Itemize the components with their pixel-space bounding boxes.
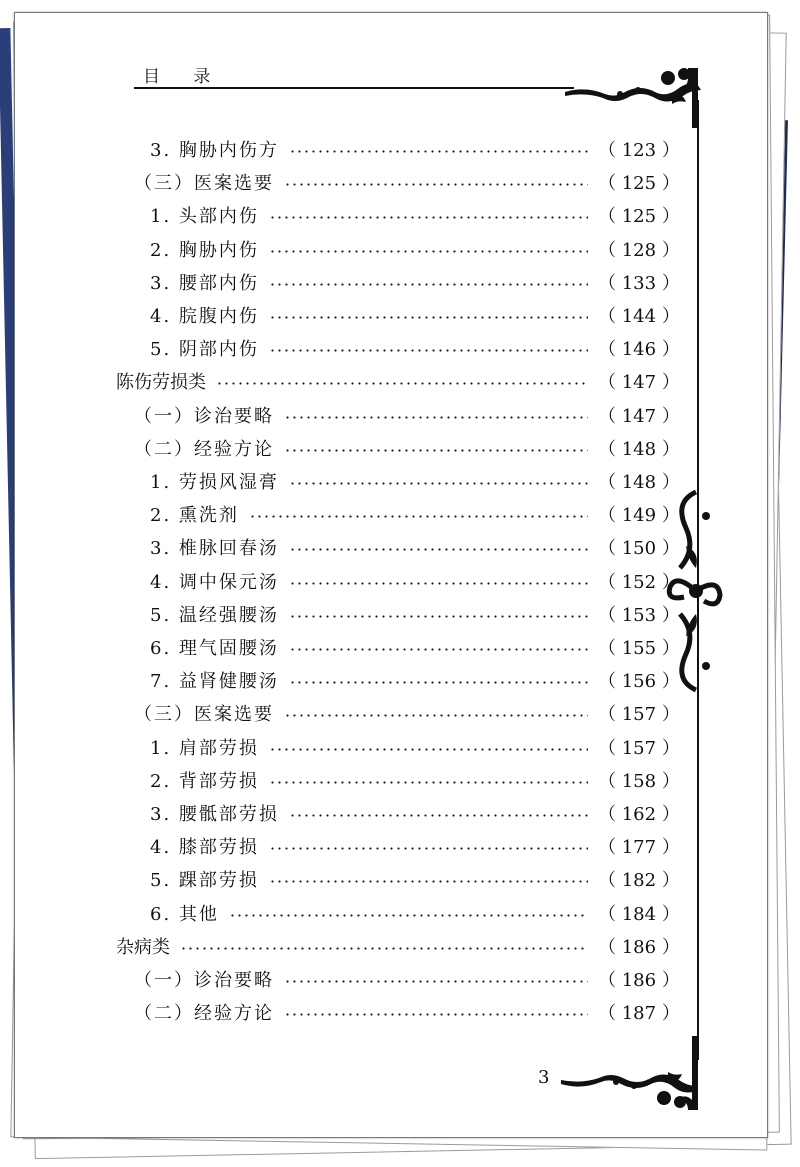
toc-entry-page: （ 125 ） — [598, 173, 680, 195]
toc-entry — [0, 933, 800, 963]
dot-leader — [284, 449, 588, 452]
toc-entry-page: （ 177 ） — [598, 837, 680, 859]
toc-entry-page: （ 158 ） — [598, 770, 680, 792]
dot-leader — [284, 183, 588, 186]
page-number: 3 — [538, 1067, 550, 1088]
toc-entry-label: 3. 腰骶部劳损 — [150, 804, 279, 825]
toc-entry-page: （ 162 ） — [598, 804, 680, 825]
toc-page-number: 147 — [621, 405, 657, 427]
toc-entry-label: （一）诊治要略 — [134, 405, 274, 427]
toc-entry-label: 2. 背部劳损 — [150, 770, 259, 792]
toc-page-number: 147 — [621, 372, 657, 394]
toc-page-number: 182 — [621, 870, 657, 892]
toc-entry-page: （ 157 ） — [598, 704, 680, 726]
toc-page-number: 123 — [621, 140, 657, 161]
toc-page-number: 177 — [621, 837, 657, 859]
toc-entry-label: 4. 膝部劳损 — [150, 837, 259, 859]
toc-entry-label: 杂病类 — [116, 936, 170, 958]
dot-leader — [269, 880, 588, 883]
toc-page-number: 150 — [621, 538, 657, 560]
toc-entry-page: （ 149 ） — [598, 505, 680, 527]
toc-page-number: 125 — [621, 206, 657, 228]
toc-entry-label: 5. 温经强腰汤 — [150, 604, 279, 626]
toc-entry — [0, 966, 800, 996]
toc-entry-page: （ 152 ） — [598, 571, 680, 593]
dot-leader — [180, 947, 588, 950]
toc-entry — [0, 534, 800, 564]
toc-entry-label: 1. 肩部劳损 — [150, 737, 259, 759]
toc-entry-label: 5. 阴部内伤 — [150, 339, 259, 361]
toc-entry-label: 3. 腰部内伤 — [150, 272, 259, 294]
toc-entry — [0, 634, 800, 664]
header-rule — [134, 87, 574, 89]
toc-entry — [0, 833, 800, 863]
toc-entry-page: （ 156 ） — [598, 671, 680, 693]
toc-page-number: 153 — [621, 604, 657, 626]
toc-entry — [0, 667, 800, 697]
toc-page-number: 148 — [621, 438, 657, 460]
toc-page-number: 157 — [621, 737, 657, 759]
dot-leader — [289, 582, 588, 585]
toc-entry-page: （ 125 ） — [598, 206, 680, 228]
toc-page-number: 156 — [621, 671, 657, 693]
dot-leader — [289, 681, 588, 684]
toc-entry-label: 5. 踝部劳损 — [150, 870, 259, 892]
toc-entry — [0, 734, 800, 764]
dot-leader — [289, 150, 588, 153]
dot-leader — [284, 980, 588, 983]
dot-leader — [289, 482, 588, 485]
toc-entry-label: 1. 劳损风湿膏 — [150, 472, 279, 493]
toc-page-number: 125 — [621, 173, 657, 195]
toc-entry-page: （ 186 ） — [598, 970, 680, 991]
toc-entry-label: 4. 脘腹内伤 — [150, 306, 259, 327]
toc-page-number: 157 — [621, 704, 657, 726]
toc-entry — [0, 900, 800, 930]
toc-entry-label: 6. 理气固腰汤 — [150, 638, 279, 659]
toc-entry-page: （ 157 ） — [598, 737, 680, 759]
toc-entry-page: （ 184 ） — [598, 903, 680, 925]
dot-leader — [249, 515, 588, 518]
toc-page-number: 146 — [621, 339, 657, 361]
toc-page-number: 152 — [621, 571, 657, 593]
dot-leader — [216, 382, 588, 385]
toc-entry — [0, 866, 800, 896]
toc-entry-page: （ 150 ） — [598, 538, 680, 560]
toc-entry-label: 6. 其他 — [150, 903, 219, 925]
toc-entry — [0, 601, 800, 631]
toc-entry-page: （ 144 ） — [598, 306, 680, 327]
dot-leader — [269, 748, 588, 751]
toc-entry — [0, 136, 800, 166]
toc-entry-label: （二）经验方论 — [134, 438, 274, 460]
toc-page-number: 144 — [621, 306, 657, 327]
toc-entry-label: 2. 熏洗剂 — [150, 505, 239, 527]
toc-entry — [0, 501, 800, 531]
toc-entry-page: （ 153 ） — [598, 604, 680, 626]
dot-leader — [269, 781, 588, 784]
toc-entry — [0, 269, 800, 299]
toc-entry-label: 2. 胸胁内伤 — [150, 239, 259, 261]
corner-ornament-bottom-icon — [556, 1036, 706, 1116]
dot-leader — [269, 283, 588, 286]
toc-entry-page: （ 147 ） — [598, 405, 680, 427]
dot-leader — [289, 814, 588, 817]
toc-page-number: 162 — [621, 804, 657, 825]
toc-entry-page: （ 128 ） — [598, 239, 680, 261]
toc-entry-label: （三）医案选要 — [134, 704, 274, 726]
corner-ornament-top-icon — [560, 64, 710, 134]
toc-entry — [0, 800, 800, 830]
toc-page-number: 155 — [621, 638, 657, 659]
toc-page-number: 158 — [621, 770, 657, 792]
toc-entry-label: 3. 胸胁内伤方 — [150, 140, 279, 161]
dot-leader — [269, 216, 588, 219]
toc-entry-label: 7. 益肾健腰汤 — [150, 671, 279, 693]
toc-entry-label: 1. 头部内伤 — [150, 206, 259, 228]
dot-leader — [269, 349, 588, 352]
dot-leader — [284, 714, 588, 717]
toc-page-number: 149 — [621, 505, 657, 527]
toc-page-number: 186 — [621, 970, 657, 991]
toc-page-number: 186 — [621, 936, 657, 958]
toc-entry-label: （一）诊治要略 — [134, 970, 274, 991]
dot-leader — [284, 416, 588, 419]
toc-entry-page: （ 148 ） — [598, 472, 680, 493]
toc-page-number: 148 — [621, 472, 657, 493]
toc-entry — [0, 236, 800, 266]
dot-leader — [269, 847, 588, 850]
dot-leader — [269, 250, 588, 253]
toc-page-number: 184 — [621, 903, 657, 925]
toc-entry-page: （ 187 ） — [598, 1003, 680, 1025]
toc-entry — [0, 999, 800, 1029]
dot-leader — [269, 316, 588, 319]
toc-entry — [0, 368, 800, 398]
dot-leader — [284, 1013, 588, 1016]
toc-entry-label: （三）医案选要 — [134, 173, 274, 195]
toc-entry — [0, 302, 800, 332]
running-header: 目 录 — [143, 67, 225, 87]
toc-entry-page: （ 155 ） — [598, 638, 680, 659]
toc-page-number: 133 — [621, 272, 657, 294]
toc-entry-page: （ 147 ） — [598, 372, 680, 394]
toc-entry — [0, 700, 800, 730]
toc-entry — [0, 402, 800, 432]
dot-leader — [229, 914, 588, 917]
toc-entry-label: （二）经验方论 — [134, 1003, 274, 1025]
toc-entry-page: （ 186 ） — [598, 936, 680, 958]
dot-leader — [289, 615, 588, 618]
toc-entry-label: 陈伤劳损类 — [116, 372, 206, 394]
toc-entry — [0, 202, 800, 232]
toc-entry-label: 4. 调中保元汤 — [150, 571, 279, 593]
toc-entry-page: （ 133 ） — [598, 272, 680, 294]
toc-entry — [0, 169, 800, 199]
toc-entry-label: 3. 椎脉回春汤 — [150, 538, 279, 560]
toc-page-number: 187 — [621, 1003, 657, 1025]
dot-leader — [289, 648, 588, 651]
toc-entry — [0, 568, 800, 598]
toc-entry-page: （ 182 ） — [598, 870, 680, 892]
toc-entry — [0, 335, 800, 365]
toc-entry — [0, 767, 800, 797]
toc-entry-page: （ 146 ） — [598, 339, 680, 361]
toc-entry-page: （ 123 ） — [598, 140, 680, 161]
toc-entry-page: （ 148 ） — [598, 438, 680, 460]
toc-page-number: 128 — [621, 239, 657, 261]
toc-entry — [0, 468, 800, 498]
toc-entry — [0, 435, 800, 465]
dot-leader — [289, 548, 588, 551]
